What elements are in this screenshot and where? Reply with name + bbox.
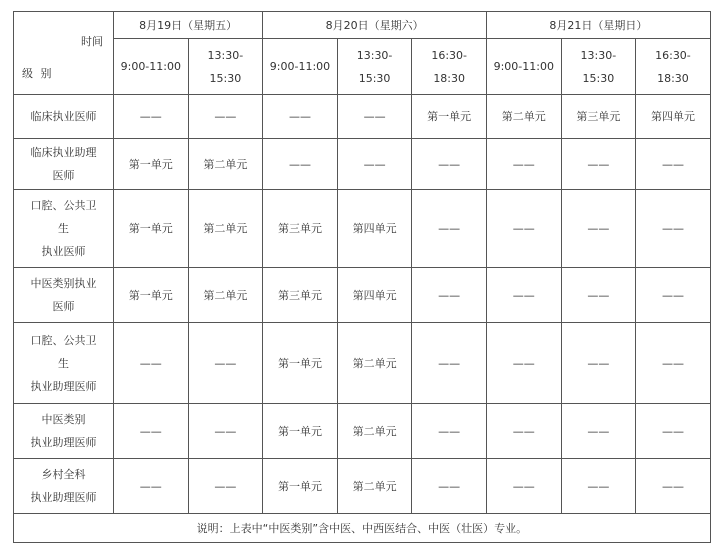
schedule-cell: 第二单元: [337, 323, 412, 404]
time-slot-header: [337, 39, 412, 95]
schedule-cell: ——: [412, 190, 487, 268]
level-text: 临床执业医师: [30, 110, 97, 123]
schedule-cell: ——: [486, 268, 561, 323]
time-slot-header: [263, 39, 338, 95]
time-slot-text: 18:30: [657, 71, 689, 85]
time-slot-text: 13:30-: [207, 48, 244, 62]
level-text: 临床执业助理: [30, 146, 97, 159]
level-text: 中医类别执业: [30, 277, 97, 290]
date-header-aug21: 8月21日（星期日）: [486, 12, 710, 39]
schedule-row: [14, 404, 711, 459]
footer-note: 说明：上表中“中医类别”含中医、中西医结合、中医（壮医）专业。: [14, 514, 711, 543]
schedule-cell: 第三单元: [263, 268, 338, 323]
schedule-cell: ——: [636, 139, 711, 190]
schedule-cell: ——: [412, 323, 487, 404]
time-slot-header: [412, 39, 487, 95]
schedule-cell: 第二单元: [337, 459, 412, 514]
schedule-cell: 第一单元: [263, 323, 338, 404]
time-slot-text: 15:30: [358, 71, 391, 85]
schedule-cell: 第一单元: [114, 190, 189, 268]
corner-header-cell: [14, 12, 114, 95]
schedule-cell: ——: [486, 404, 561, 459]
schedule-cell: ——: [486, 323, 561, 404]
level-cell: [14, 404, 114, 459]
level-text: 医师: [52, 169, 75, 182]
level-text: 医师: [52, 300, 75, 313]
level-text: 口腔、公共卫: [30, 333, 97, 347]
schedule-cell: ——: [188, 95, 263, 139]
time-slot-header: [188, 39, 263, 95]
level-text: 执业助理医师: [30, 436, 97, 449]
schedule-cell: ——: [114, 459, 189, 514]
time-slot-text: 18:30: [433, 71, 466, 85]
schedule-cell: 第一单元: [114, 139, 189, 190]
level-text: 中医类别: [41, 413, 86, 426]
time-slot-text: 9:00-11:00: [493, 60, 554, 73]
level-cell: [14, 323, 114, 404]
schedule-cell: ——: [486, 459, 561, 514]
schedule-cell: ——: [561, 404, 636, 459]
time-slot-text: 15:30: [582, 71, 615, 85]
schedule-cell: ——: [188, 404, 263, 459]
schedule-cell: ——: [412, 459, 487, 514]
schedule-cell: ——: [636, 268, 711, 323]
time-slot-text: 13:30-: [580, 48, 617, 62]
time-slot-header: [114, 39, 189, 95]
time-slot-row: [14, 39, 711, 95]
schedule-cell: 第一单元: [263, 459, 338, 514]
level-text: 执业医师: [41, 245, 86, 258]
level-cell: [14, 268, 114, 323]
time-slot-text: 9:00-11:00: [269, 60, 331, 73]
date-header-aug19: 8月19日（星期五）: [114, 12, 263, 39]
schedule-row: [14, 268, 711, 323]
schedule-cell: 第一单元: [412, 95, 487, 139]
schedule-cell: ——: [561, 459, 636, 514]
level-cell: [14, 459, 114, 514]
corner-time-label: 时间: [81, 35, 103, 48]
schedule-cell: 第二单元: [337, 404, 412, 459]
level-text: 口腔、公共卫: [30, 199, 97, 212]
schedule-cell: ——: [412, 404, 487, 459]
schedule-cell: 第一单元: [114, 268, 189, 323]
level-text: 生: [58, 356, 69, 370]
schedule-cell: 第三单元: [561, 95, 636, 139]
level-text: 生: [58, 222, 69, 235]
schedule-cell: ——: [114, 404, 189, 459]
schedule-cell: 第四单元: [337, 268, 412, 323]
schedule-cell: ——: [412, 139, 487, 190]
schedule-cell: 第二单元: [188, 190, 263, 268]
time-slot-text: 16:30-: [655, 48, 691, 62]
schedule-cell: ——: [636, 190, 711, 268]
schedule-cell: 第四单元: [337, 190, 412, 268]
level-cell: [14, 139, 114, 190]
level-cell: [14, 95, 114, 139]
schedule-cell: 第二单元: [486, 95, 561, 139]
schedule-cell: ——: [114, 95, 189, 139]
schedule-cell: 第一单元: [263, 404, 338, 459]
level-text: 执业助理医师: [30, 491, 97, 504]
footer-row: [14, 514, 711, 543]
level-cell: [14, 190, 114, 268]
time-slot-header: [486, 39, 561, 95]
schedule-cell: ——: [561, 139, 636, 190]
schedule-cell: 第二单元: [188, 139, 263, 190]
time-slot-text: 9:00-11:00: [120, 60, 181, 73]
schedule-cell: ——: [188, 323, 263, 404]
schedule-row: [14, 459, 711, 514]
schedule-cell: ——: [561, 190, 636, 268]
schedule-cell: ——: [561, 268, 636, 323]
time-slot-header: [636, 39, 711, 95]
time-slot-text: 15:30: [209, 71, 242, 85]
schedule-cell: ——: [337, 95, 412, 139]
time-slot-header: [561, 39, 636, 95]
level-text: 执业助理医师: [30, 379, 97, 393]
schedule-cell: ——: [561, 323, 636, 404]
time-slot-text: 13:30-: [356, 48, 393, 62]
date-header-aug20: 8月20日（星期六）: [263, 12, 487, 39]
exam-schedule-table: [13, 11, 711, 543]
schedule-cell: ——: [486, 190, 561, 268]
schedule-cell: 第二单元: [188, 268, 263, 323]
schedule-cell: 第四单元: [636, 95, 711, 139]
level-text: 乡村全科: [41, 468, 86, 481]
schedule-cell: ——: [114, 323, 189, 404]
schedule-cell: ——: [263, 95, 338, 139]
schedule-cell: ——: [188, 459, 263, 514]
schedule-cell: ——: [636, 404, 711, 459]
schedule-row: [14, 139, 711, 190]
date-header-row: [14, 12, 711, 39]
time-slot-text: 16:30-: [431, 48, 467, 62]
schedule-row: [14, 190, 711, 268]
schedule-cell: ——: [636, 323, 711, 404]
schedule-cell: 第三单元: [263, 190, 338, 268]
schedule-cell: ——: [412, 268, 487, 323]
schedule-row: [14, 95, 711, 139]
schedule-cell: ——: [337, 139, 412, 190]
corner-level-label: 级 别: [22, 67, 54, 80]
schedule-row: [14, 323, 711, 404]
schedule-cell: ——: [263, 139, 338, 190]
schedule-cell: ——: [636, 459, 711, 514]
schedule-cell: ——: [486, 139, 561, 190]
